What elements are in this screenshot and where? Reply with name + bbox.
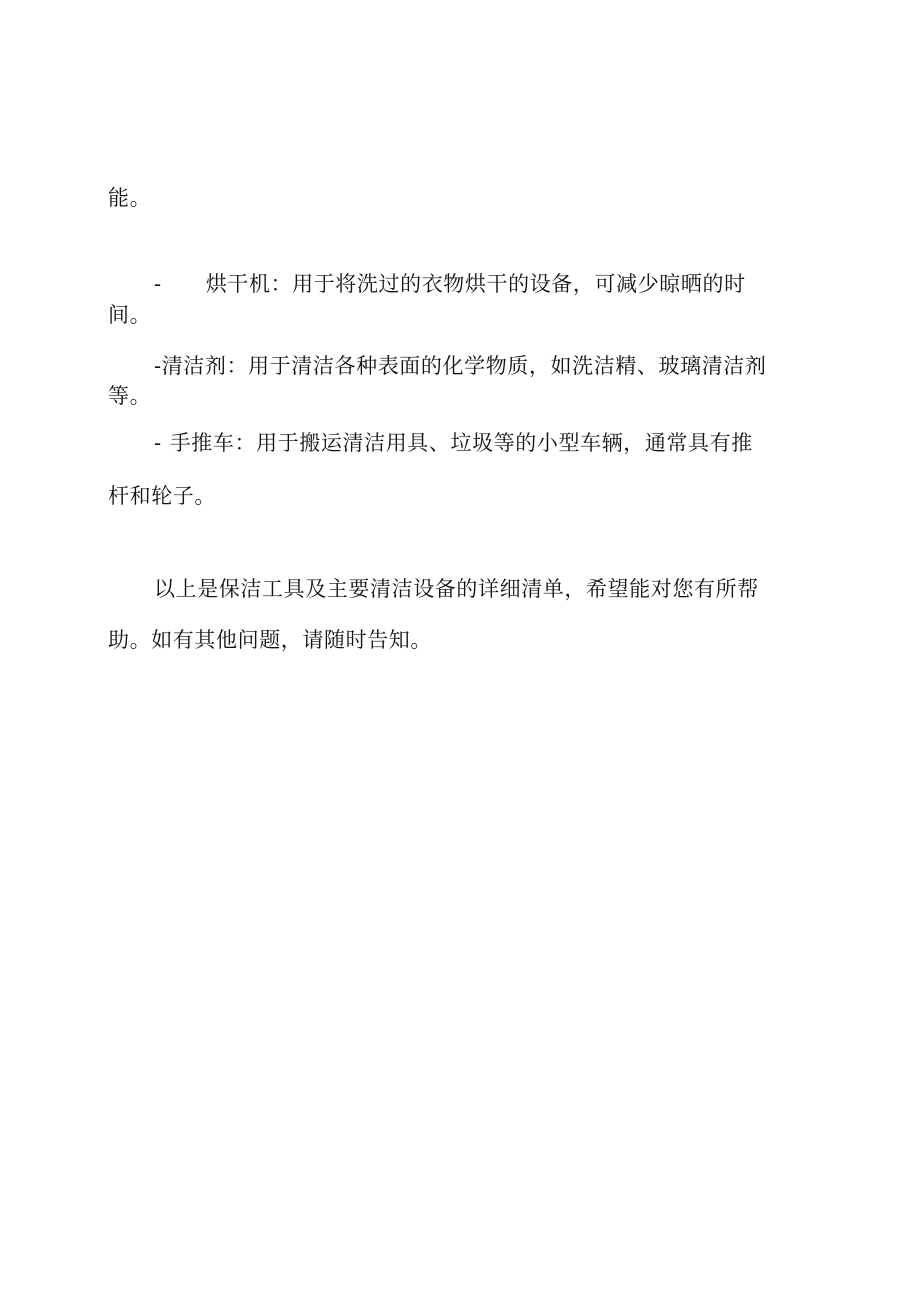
closing-paragraph-line1: 以上是保洁工具及主要清洁设备的详细清单，希望能对您有所帮 <box>154 577 759 601</box>
list-dash: - <box>154 431 162 455</box>
closing-paragraph-line2: 助。如有其他问题，请随时告知。 <box>108 628 432 652</box>
list-item-detergent-cont: 等。 <box>108 384 152 408</box>
list-item-text: 手推车：用于搬运清洁用具、垃圾等的小型车辆，通常具有推 <box>169 431 753 455</box>
list-item-detergent <box>154 352 767 380</box>
list-item-text: 清洁剂：用于清洁各种表面的化学物质，如洗洁精、玻璃清洁剂 <box>161 354 767 378</box>
list-dash: - <box>154 272 162 296</box>
continuation-text: 能。 <box>108 186 152 210</box>
list-item-cart <box>154 429 753 457</box>
list-dash: - <box>154 354 162 378</box>
list-item-cart-cont: 杆和轮子。 <box>108 484 216 508</box>
list-item-text: 烘干机：用于将洗过的衣物烘干的设备，可减少晾晒的时 <box>205 272 746 296</box>
list-item-dryer-cont: 间。 <box>108 303 152 327</box>
list-item-dryer <box>154 270 746 298</box>
